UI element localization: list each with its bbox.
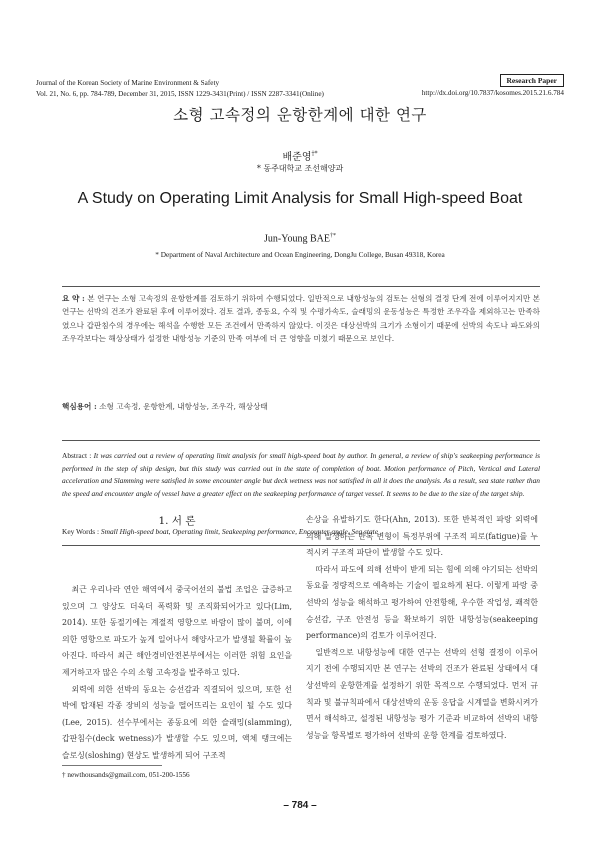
abstract-english xyxy=(62,450,540,500)
affiliation-english: * Department of Naval Architecture and Ocean Engineering, DongJu College, Busan 49318, Korea xyxy=(155,250,445,259)
divider-middle xyxy=(62,440,540,441)
page-number: – 784 – xyxy=(283,800,317,811)
author-mark-en: †* xyxy=(329,233,336,239)
abstract-en-label: Abstract : xyxy=(62,451,92,460)
author-english xyxy=(0,233,600,244)
left-column xyxy=(62,582,292,765)
author-korean xyxy=(0,148,600,163)
divider-top xyxy=(62,286,540,287)
right-paragraph-3: 일반적으로 내항성능에 대한 연구는 선박의 선형 결정이 이루어지기 전에 수행되지만 본 연구는 선박의 건조가 완료된 상태에서 대상선박의 운항한계를 설정하기 위한 목적으로 수행되었다. 먼저 규칙과 및 불규칙파에서 대상선박의 운동 응답을 시계열을 변화시켜가면서 해석하고, 설정된 내항성능 평가 기준과 비교하여 선박의 내항성능을 항목별로 평가하여 선박의 운항 한계를 검토하였다. xyxy=(306,647,538,740)
article-type-badge: Research Paper xyxy=(500,74,564,87)
author-name-en: Jun-Young BAE xyxy=(264,233,330,245)
left-paragraph-2: 외력에 의한 선박의 동요는 승선감과 직결되어 있으며, 또한 선박에 탑재된 각종 장비의 성능을 떨어뜨리는 요인이 될 수도 있다(Lee, 2015). 선수부에서는 종동요에 의한 슬래밍(slamming), 갑판침수(deck wetness)가 발생할 수도 있으며, 액체 탱크에는 슬로싱(sloshing) 현상도 발생하게 되어 구조적 xyxy=(62,684,292,760)
keywords-korean xyxy=(62,400,540,413)
keywords-en-label: Key Words : xyxy=(62,527,100,536)
right-paragraph-2: 따라서 파도에 의해 선박이 받게 되는 힘에 의해 야기되는 선박의 동요를 정량적으로 예측하는 기술이 필요하게 된다. 이렇게 파랑 중 선박의 성능을 해석하고 평가하여 안전항해, 우수한 작업성, 쾌적한 승선감, 구조 안전성 등을 확보하기 위한 내항성능(seakeeping performance)의 검토가 이루어진다. xyxy=(306,564,538,641)
footnote: † newthousands@gmail.com, 051-200-1556 xyxy=(62,771,190,779)
footnote-rule xyxy=(62,765,162,766)
abstract-en-text: It was carried out a review of operating limit analysis for small high-speed boat by author. In general, a review of ship's seakeeping performance is performed in the step of ship design, but this study was carried out in the state of completion of boat. Motion performance of Pitch, Vertical and Lateral acceleration and Slamming were satisfied in some encounter angle but deck wetness was not satisfied in all it does the analysis. As a result, sea state rather than the speed and encounter angle of vessel have a greater effect on the seakeeping performance of target vessel. It seems to be due to the size of the target ship. xyxy=(62,451,540,498)
title-english: A Study on Operating Limit Analysis for Small High-speed Boat xyxy=(77,190,523,207)
keywords-ko-label: 핵심용어 : xyxy=(62,402,97,411)
author-mark-ko: †* xyxy=(311,150,318,158)
left-paragraph-1: 최근 우리나라 연안 해역에서 중국어선의 불법 조업은 급증하고 있으며 그 양상도 더욱더 폭력화 및 조직화되어가고 있다(Lim, 2014). 또한 동절기에는 계절적 영향으로 바람이 많이 불며, 이에 의한 영향으로 파도가 높게 일어나서 해양사고가 발생될 확률이 높아진다. 따라서 최근 해안경비안전본부에서는 이러한 위험 요인을 제거하고자 많은 수의 소형 고속정을 발주하고 있다. xyxy=(62,585,292,677)
author-name-ko: 배준영 xyxy=(282,152,312,163)
section-heading: 1. 서 론 xyxy=(158,515,196,527)
title-korean: 소형 고속정의 운항한계에 대한 연구 xyxy=(173,106,427,124)
abstract-ko-label: 요 약 : xyxy=(62,294,85,303)
right-paragraph-1: 손상을 유발하기도 한다(Ahn, 2013). 또한 반복적인 파랑 외력에 의해 발생하는 반복 변형이 특정부위에 구조적 피로(fatigue)를 누적시켜 구조적 파단이 발생할 수도 있다. xyxy=(306,515,538,558)
affiliation-korean: * 동주대학교 조선해양과 xyxy=(256,164,344,173)
keywords-ko-text: 소형 고속정, 운항한계, 내항성능, 조우각, 해상상태 xyxy=(99,402,268,411)
journal-volume: Vol. 21, No. 6, pp. 784-789, December 31, 2015, ISSN 1229-3431(Print) / ISSN 2287-3341(Online) xyxy=(36,90,324,98)
abstract-korean xyxy=(62,292,540,346)
keywords-en-text: Small High-speed boat, Operating limit, Seakeeping performance, Encounter angle, Sea state xyxy=(100,527,379,536)
doi-link[interactable]: http://dx.doi.org/10.7837/kosomes.2015.21.6.784 xyxy=(421,89,564,97)
journal-info xyxy=(36,78,324,100)
abstract-ko-text: 본 연구는 소형 고속정의 운항한계를 검토하기 위하여 수행되었다. 일반적으로 내항성능의 검토는 선형의 결정 단계 전에 이루어지지만 본 연구는 선박의 건조가 완료된 후에 이루어졌다. 검토 결과, 종동요, 수직 및 수평가속도, 슬래밍의 운동성능은 특정한 조우각을 제외하고는 만족하였으나 갑판침수의 경우에는 해석을 수행한 모든 조건에서 만족하지 않았다. 이것은 대상선박의 크기가 소형이기 때문에 선박의 속도나 파도와의 조우각보다는 해상상태가 설정한 내항성능 기준의 만족 여부에 더 큰 영향을 미쳤기 때문으로 보인다. xyxy=(62,294,540,344)
journal-name: Journal of the Korean Society of Marine Environment & Safety xyxy=(36,79,220,87)
right-column xyxy=(306,512,538,744)
